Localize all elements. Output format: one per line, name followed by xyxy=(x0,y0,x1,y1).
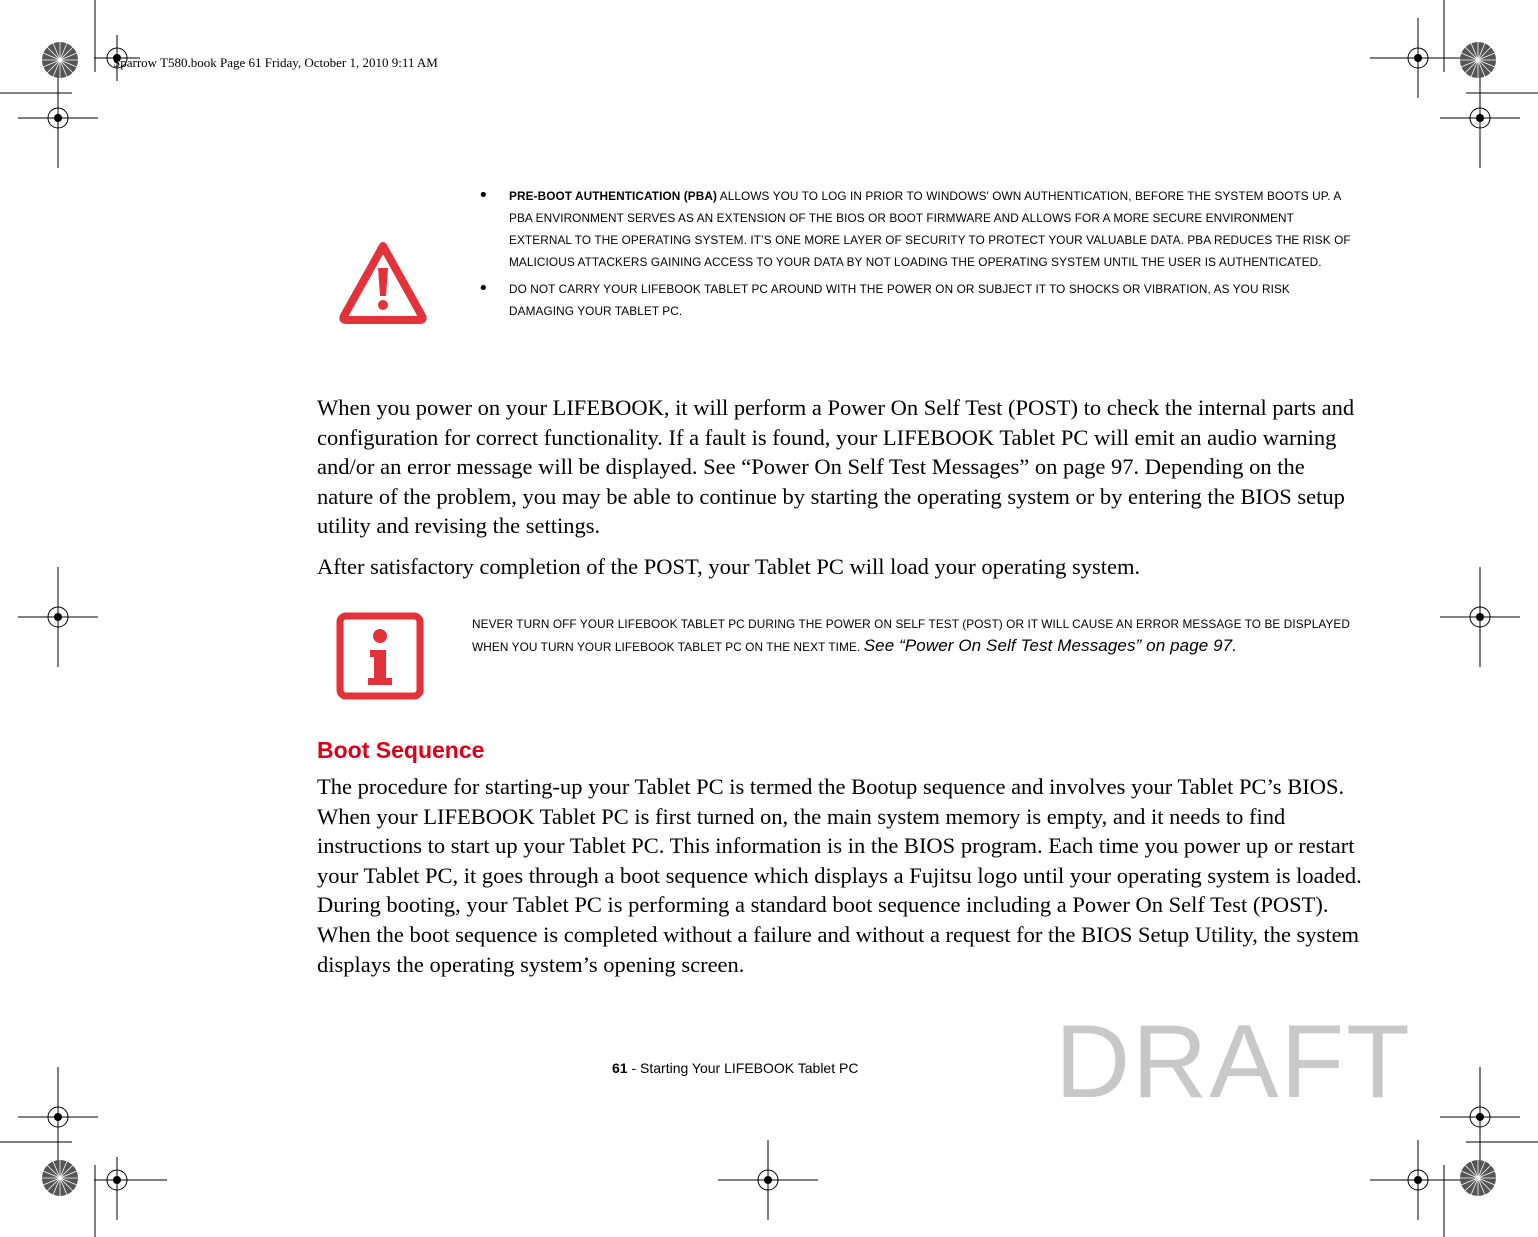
book-header-meta: Sparrow T580.book Page 61 Friday, October 1, 2010 9:11 AM xyxy=(113,55,438,70)
page-number: 61 xyxy=(612,1060,628,1076)
note-text-block xyxy=(472,613,1352,658)
page-footer xyxy=(612,1060,858,1076)
caution-bullet-text: ALLOWS YOU TO LOG IN PRIOR TO WINDOWS' OWN AUTHENTICATION, BEFORE THE SYSTEM BOOTS UP. A PBA ENVIRONMENT SERVES AS AN EXTENSION OF THE BIOS OR BOOT FIRMWARE AND ALLOWS FOR A MORE SECURE ENVIRONMENT EXTERNAL TO THE OPERATING SYSTEM. IT’S ONE MORE LAYER OF SECURITY TO PROTECT YOUR VALUABLE DATA. PBA REDUCES THE RISK OF MALICIOUS ATTACKERS GAINING ACCESS TO YOUR DATA BY NOT LOADING THE OPERATING SYSTEM UNTIL THE USER IS AUTHENTICATED. xyxy=(509,189,1351,269)
caution-bullet-text: DO NOT CARRY YOUR LIFEBOOK TABLET PC AROUND WITH THE POWER ON OR SUBJECT IT TO SHOCKS OR VIBRATION, AS YOU RISK DAMAGING YOUR TABLET PC. xyxy=(509,282,1290,318)
body-paragraph-after-post: After satisfactory completion of the POST, your Tablet PC will load your operating system. xyxy=(317,554,1141,579)
warning-triangle-icon xyxy=(338,240,428,326)
caution-bullet-item xyxy=(478,278,1358,322)
note-text: NEVER TURN OFF YOUR LIFEBOOK TABLET PC DURING THE POWER ON SELF TEST (POST) OR IT WILL CAUSE AN ERROR MESSAGE TO BE DISPLAYED WHEN YOU TURN YOUR LIFEBOOK TABLET PC ON THE NEXT TIME. xyxy=(472,617,1351,654)
bullet-dot: • xyxy=(478,278,489,299)
footer-separator: - xyxy=(627,1060,641,1076)
note-cross-reference-link[interactable]: See “Power On Self Test Messages” on page 97. xyxy=(863,636,1238,655)
caution-bullet-item xyxy=(478,185,1358,273)
caution-bullet-list xyxy=(478,185,1358,327)
body-paragraph-boot-sequence: The procedure for starting-up your Tablet PC is termed the Bootup sequence and involves your Tablet PC’s BIOS. When your LIFEBOOK Tablet PC is first turned on, the main system memory is empty, and it needs to find instructions to start up your Tablet PC. This information is in the BIOS program. Each time you power up or restart your Tablet PC, it goes through a boot sequence which displays a Fujitsu logo until your operating system is loaded. During booting, your Tablet PC is performing a standard boot sequence including a Power On Self Test (POST). When the boot sequence is completed without a failure and without a request for the BIOS Setup Utility, the system displays the operating system’s opening screen. xyxy=(317,774,1362,977)
info-icon xyxy=(336,612,424,700)
footer-chapter-title: Starting Your LIFEBOOK Tablet PC xyxy=(640,1060,859,1076)
draft-watermark: DRAFT xyxy=(1055,1004,1412,1120)
section-heading-boot-sequence: Boot Sequence xyxy=(317,737,485,763)
body-paragraph-post: When you power on your LIFEBOOK, it will perform a Power On Self Test (POST) to check the internal parts and configuration for correct functionality. If a fault is found, your LIFEBOOK Tablet PC will emit an audio warning and/or an error message will be displayed. See “Power On Self Test Messages” on page 97. Depending on the nature of the problem, you may be able to continue by starting the operating system or by entering the BIOS setup utility and revising the settings. xyxy=(317,395,1355,539)
caution-bullet-lead: PRE-BOOT AUTHENTICATION (PBA) xyxy=(509,189,718,203)
bullet-dot: • xyxy=(478,185,489,206)
